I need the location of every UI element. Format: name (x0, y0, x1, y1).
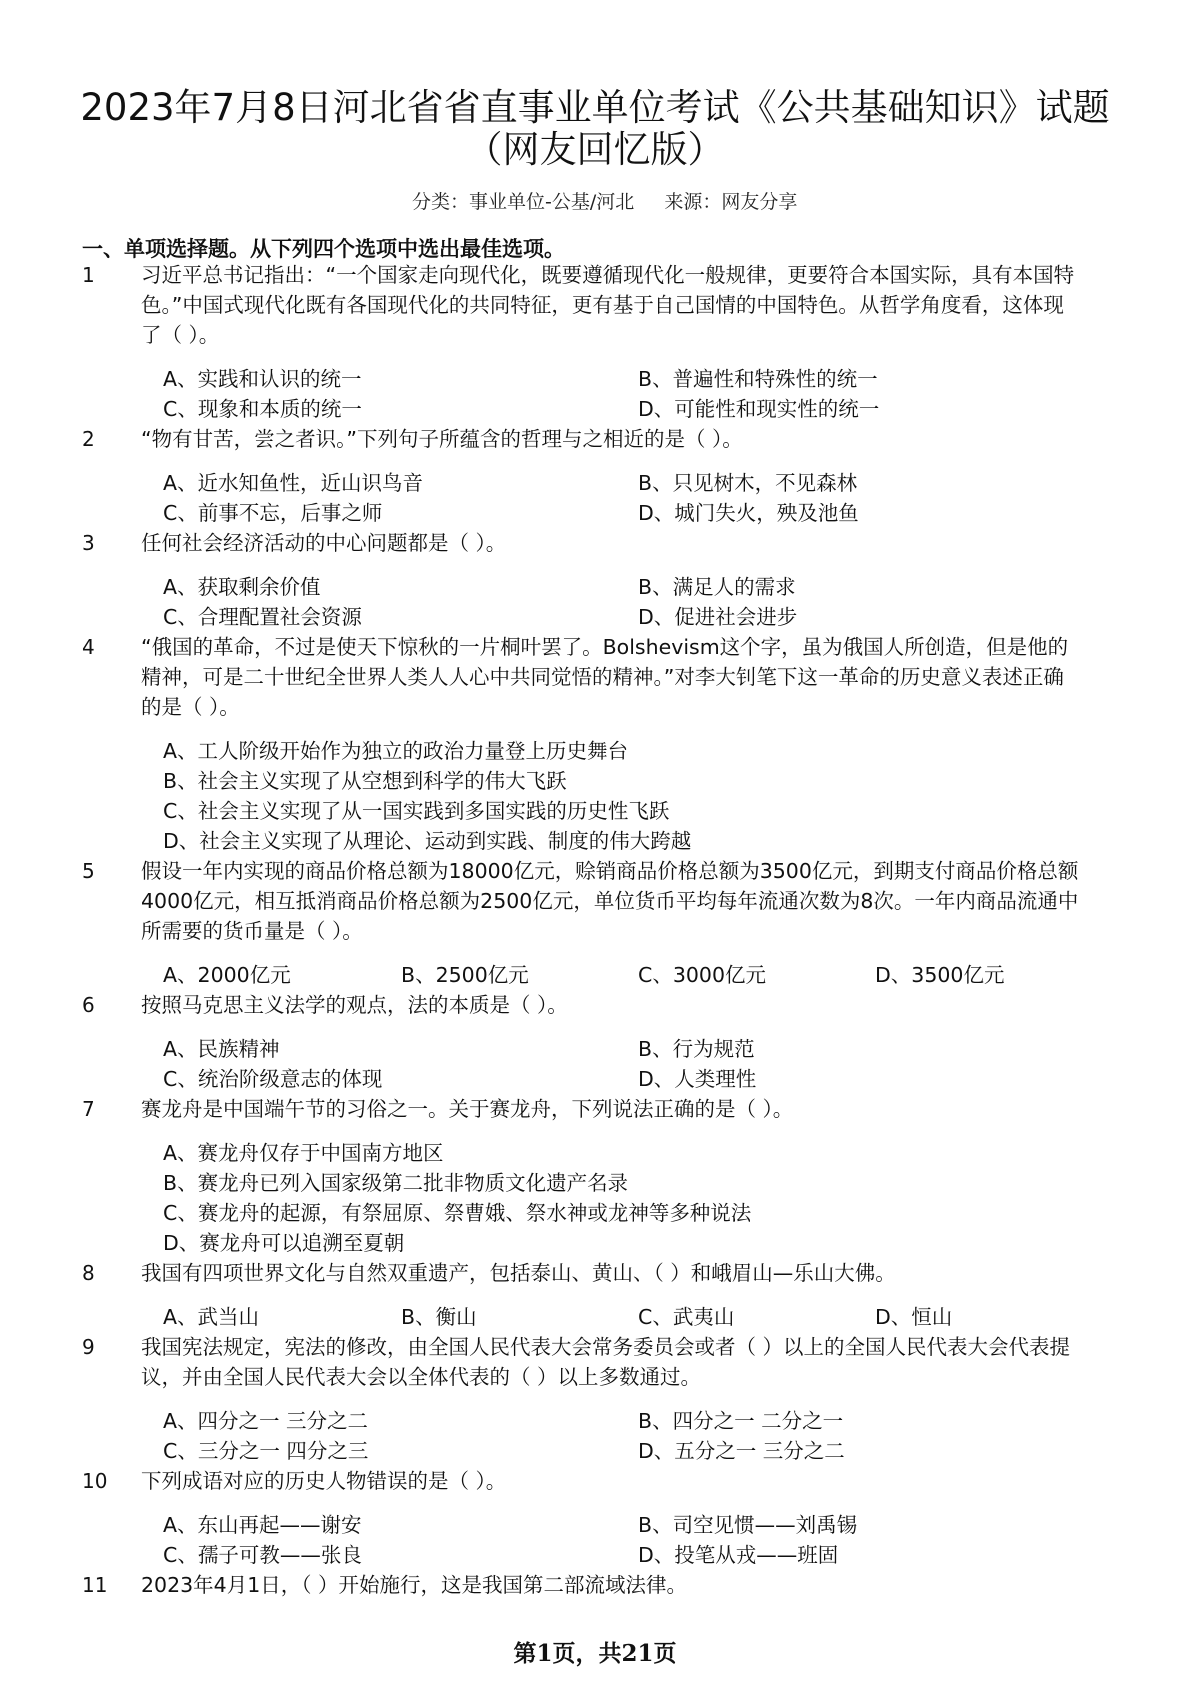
question-number: 4 (82, 635, 95, 659)
page-footer: 第1页，共21页 (513, 1640, 677, 1667)
question-number: 1 (82, 263, 95, 287)
meta-line (412, 187, 797, 214)
question-item (0, 1258, 1190, 1332)
answer-option: D、可能性和现实性的统一 (638, 397, 880, 421)
option-group (163, 736, 1063, 856)
answer-option: B、四分之一 二分之一 (638, 1409, 844, 1433)
question-item (0, 1570, 1190, 1600)
question-number: 2 (82, 427, 95, 451)
question-text: 2023年4月1日，（ ）开始施行，这是我国第二部流域法律。 (141, 1573, 688, 1597)
answer-option: A、赛龙舟仅存于中国南方地区 (163, 1141, 444, 1165)
question-item (0, 1094, 1190, 1258)
page-title: 2023年7月8日河北省省直事业单位考试《公共基础知识》试题 (80, 86, 1110, 129)
answer-option: D、社会主义实现了从理论、运动到实践、制度的伟大跨越 (163, 829, 692, 853)
answer-option: D、投笔从戎——班固 (638, 1543, 839, 1567)
answer-option: A、工人阶级开始作为独立的政治力量登上历史舞台 (163, 739, 629, 763)
answer-option: A、民族精神 (163, 1037, 280, 1061)
question-text: “俄国的革命，不过是使天下惊秋的一片桐叶罢了。Bolshevism这个字，虽为俄国人所创造，但是他的精神，可是二十世纪全世界人类人人心中共同觉悟的精神。”对李大钊笔下这一革命的历史意义表述正确的是（ ）。 (141, 635, 1069, 719)
question-item (0, 424, 1190, 528)
question-item (0, 632, 1190, 856)
option-group (163, 572, 1063, 632)
source-label: 来源：网友分享 (664, 191, 798, 213)
answer-option: C、现象和本质的统一 (163, 397, 362, 421)
answer-option: B、满足人的需求 (638, 575, 796, 599)
option-group (163, 960, 1063, 990)
answer-option: A、东山再起——谢安 (163, 1513, 362, 1537)
option-group (163, 1138, 1063, 1258)
question-text: 赛龙舟是中国端午节的习俗之一。关于赛龙舟，下列说法正确的是（ ）。 (141, 1097, 794, 1121)
question-item (0, 856, 1190, 990)
category-label: 分类：事业单位-公基/河北 (412, 191, 635, 213)
answer-option: C、合理配置社会资源 (163, 605, 362, 629)
answer-option: B、赛龙舟已列入国家级第二批非物质文化遗产名录 (163, 1171, 629, 1195)
question-number: 3 (82, 531, 95, 555)
question-number: 10 (82, 1469, 108, 1493)
page-subtitle: （网友回忆版） (465, 128, 725, 171)
option-group (163, 468, 1063, 528)
answer-option: A、获取剩余价值 (163, 575, 321, 599)
question-text: 我国宪法规定，宪法的修改，由全国人民代表大会常务委员会或者（ ）以上的全国人民代表大会代表提议，并由全国人民代表大会以全体代表的（ ）以上多数通过。 (141, 1335, 1071, 1389)
answer-option: B、社会主义实现了从空想到科学的伟大飞跃 (163, 769, 567, 793)
question-item (0, 260, 1190, 424)
question-number: 5 (82, 859, 95, 883)
question-text: “物有甘苦，尝之者识。”下列句子所蕴含的哲理与之相近的是（ ）。 (141, 427, 743, 451)
answer-option: D、促进社会进步 (638, 605, 798, 629)
option-group (163, 1406, 1063, 1466)
answer-option: D、五分之一 三分之二 (638, 1439, 845, 1463)
option-group (163, 364, 1063, 424)
question-number: 9 (82, 1335, 95, 1359)
question-text: 任何社会经济活动的中心问题都是（ ）。 (141, 531, 507, 555)
answer-option: C、前事不忘，后事之师 (163, 501, 383, 525)
answer-option: C、赛龙舟的起源，有祭屈原、祭曹娥、祭水神或龙神等多种说法 (163, 1201, 752, 1225)
answer-option: B、普遍性和特殊性的统一 (638, 367, 878, 391)
option-group (163, 1302, 1063, 1332)
answer-option: A、2000亿元 (163, 963, 291, 987)
question-number: 8 (82, 1261, 95, 1285)
answer-option: C、社会主义实现了从一国实践到多国实践的历史性飞跃 (163, 799, 670, 823)
answer-option: D、城门失火，殃及池鱼 (638, 501, 859, 525)
answer-option: C、武夷山 (638, 1305, 735, 1329)
question-text: 假设一年内实现的商品价格总额为18000亿元，赊销商品价格总额为3500亿元，到期支付商品价格总额4000亿元，相互抵消商品价格总额为2500亿元，单位货币平均每年流通次数为8次。一年内商品流通中所需要的货币量是（ ）。 (141, 859, 1079, 943)
answer-option: C、三分之一 四分之三 (163, 1439, 369, 1463)
section-title: 一、单项选择题。从下列四个选项中选出最佳选项。 (82, 237, 565, 261)
answer-option: D、赛龙舟可以追溯至夏朝 (163, 1231, 405, 1255)
question-item (0, 990, 1190, 1094)
question-list (0, 260, 1190, 1600)
answer-option: B、行为规范 (638, 1037, 755, 1061)
answer-option: C、孺子可教——张良 (163, 1543, 362, 1567)
question-text: 习近平总书记指出：“一个国家走向现代化，既要遵循现代化一般规律，更要符合本国实际，具有本国特色。”中国式现代化既有各国现代化的共同特征，更有基于自己国情的中国特色。从哲学角度看，这体现了（ ）。 (141, 263, 1075, 347)
answer-option: B、衡山 (401, 1305, 477, 1329)
answer-option: A、实践和认识的统一 (163, 367, 362, 391)
answer-option: B、2500亿元 (401, 963, 529, 987)
answer-option: D、3500亿元 (875, 963, 1005, 987)
question-item (0, 1332, 1190, 1466)
answer-option: A、武当山 (163, 1305, 260, 1329)
answer-option: D、恒山 (875, 1305, 953, 1329)
question-text: 下列成语对应的历史人物错误的是（ ）。 (141, 1469, 507, 1493)
question-text: 我国有四项世界文化与自然双重遗产，包括泰山、黄山、（ ）和峨眉山—乐山大佛。 (141, 1261, 896, 1285)
answer-option: B、只见树木，不见森林 (638, 471, 858, 495)
option-group (163, 1034, 1063, 1094)
answer-option: A、四分之一 三分之二 (163, 1409, 369, 1433)
option-group (163, 1510, 1063, 1570)
answer-option: D、人类理性 (638, 1067, 757, 1091)
question-text: 按照马克思主义法学的观点，法的本质是（ ）。 (141, 993, 568, 1017)
question-number: 7 (82, 1097, 95, 1121)
question-number: 11 (82, 1573, 108, 1597)
question-number: 6 (82, 993, 95, 1017)
question-item (0, 528, 1190, 632)
answer-option: C、3000亿元 (638, 963, 766, 987)
question-item (0, 1466, 1190, 1570)
answer-option: B、司空见惯——刘禹锡 (638, 1513, 858, 1537)
answer-option: C、统治阶级意志的体现 (163, 1067, 383, 1091)
answer-option: A、近水知鱼性，近山识鸟音 (163, 471, 424, 495)
